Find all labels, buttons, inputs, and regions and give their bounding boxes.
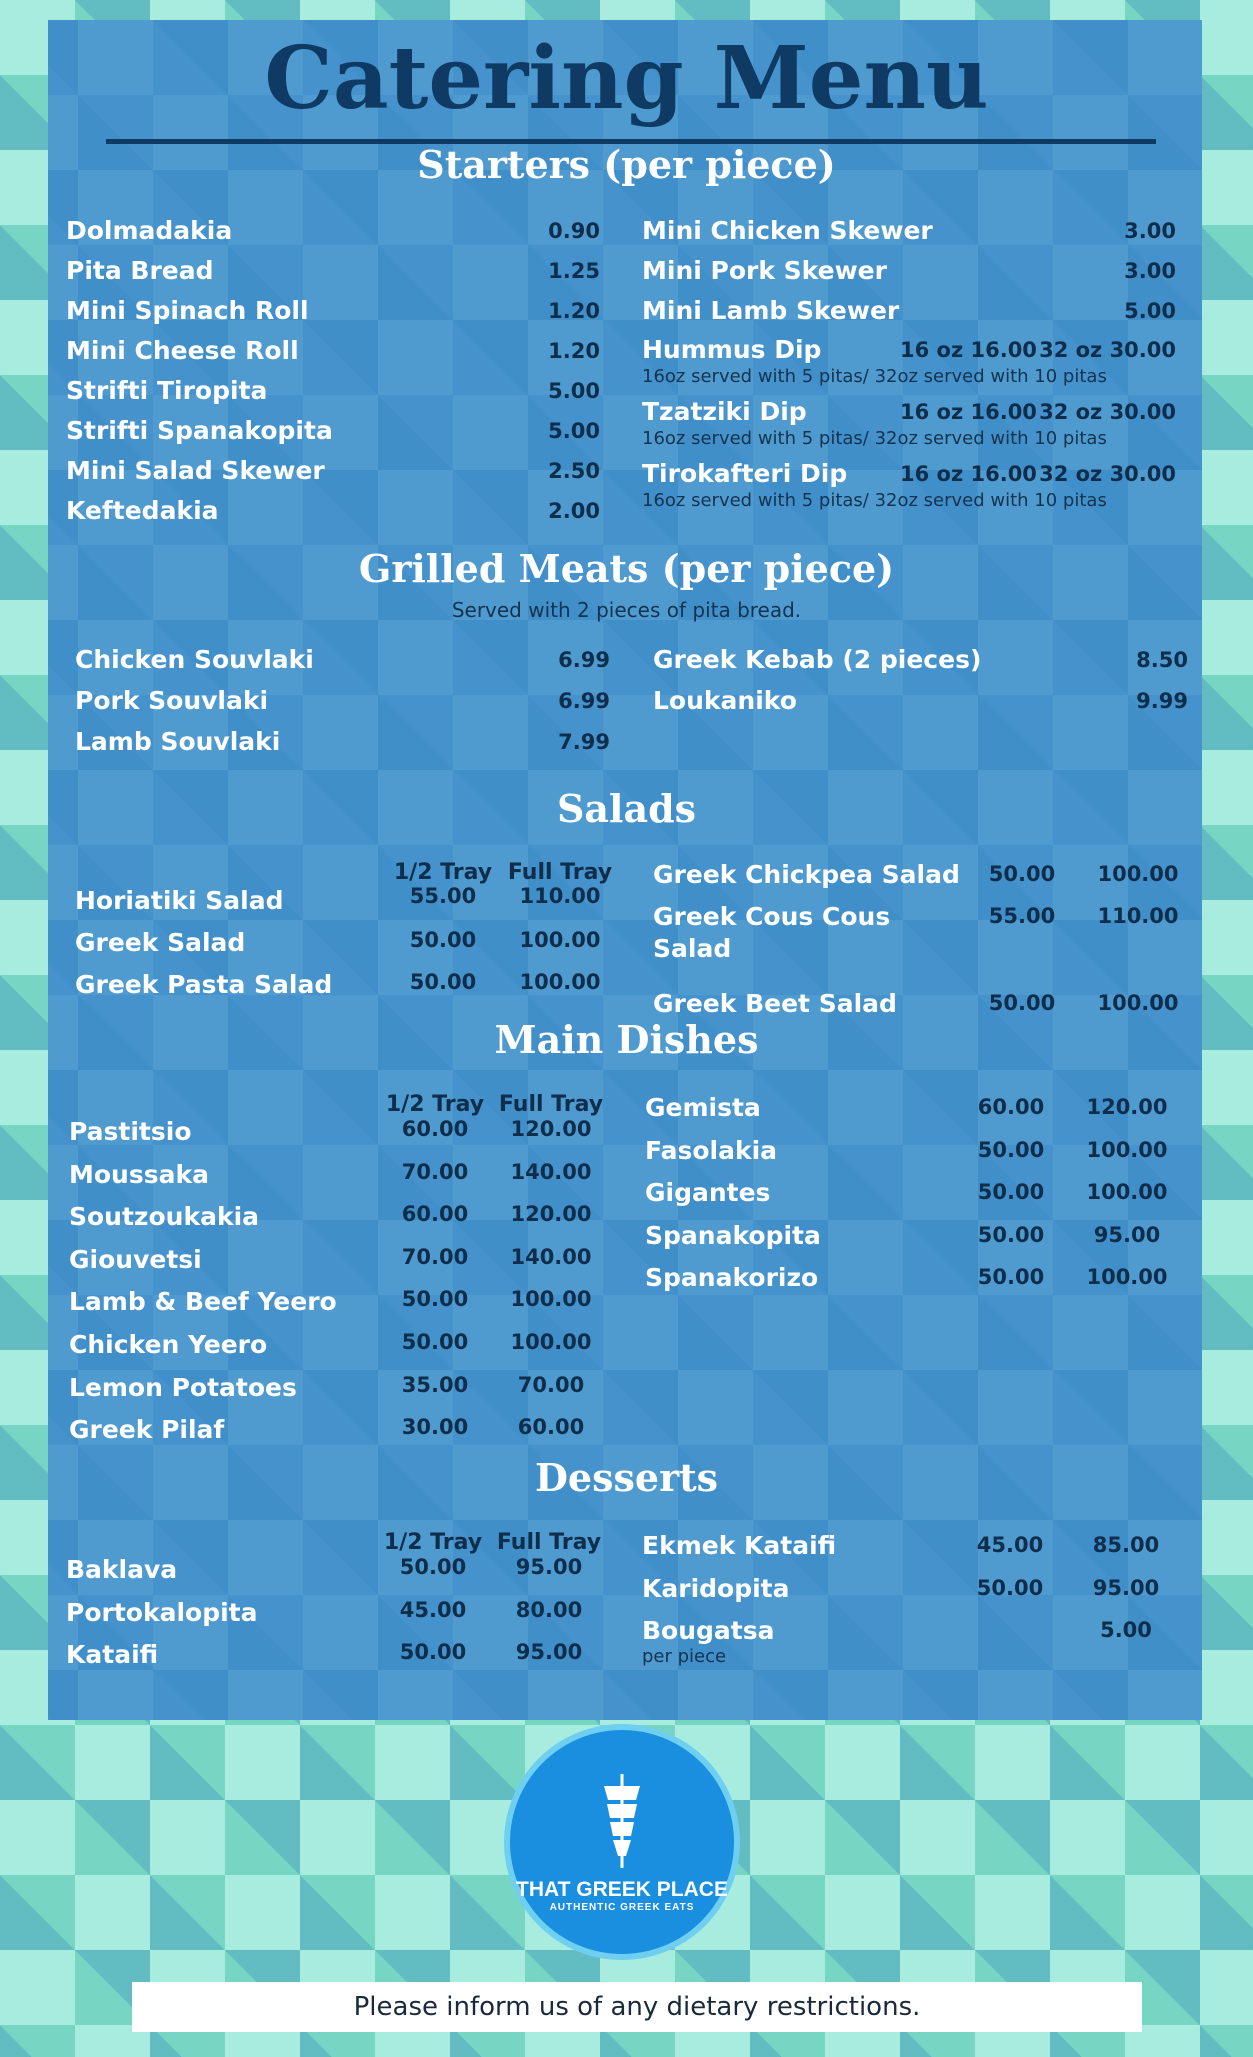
price-full-tray: 100.00 (510, 1330, 592, 1354)
price-full-tray: 95.00 (515, 1640, 583, 1665)
tray-header-full: Full Tray (496, 1530, 602, 1555)
menu-item-name: Greek Pilaf (69, 1415, 225, 1445)
price-half-tray: 50.00 (988, 862, 1056, 886)
logo-name: THAT GREEK PLACE (516, 1877, 728, 1901)
price-full-tray: 110.00 (1097, 904, 1179, 928)
section-desserts: Desserts (534, 1455, 719, 1500)
price-half-tray: 50.00 (399, 1555, 467, 1579)
menu-item-name: Lamb Souvlaki (75, 727, 281, 756)
tray-header-full: Full Tray (498, 1092, 604, 1117)
section-salads: Salads (556, 786, 697, 831)
price-full-tray: 95.00 (515, 1555, 583, 1579)
price-full-tray: 95.00 (1093, 1222, 1161, 1247)
price-full-tray: 60.00 (517, 1415, 585, 1440)
menu-item-price: 5.00 (548, 419, 600, 443)
menu-item-name: Mini Pork Skewer (642, 256, 887, 285)
menu-item-name: Lemon Potatoes (69, 1372, 297, 1402)
price-half-tray: 50.00 (401, 1287, 469, 1312)
price-half-tray: 50.00 (409, 928, 477, 952)
price-half-tray: 50.00 (977, 1137, 1045, 1162)
section-grilled-meats: Grilled Meats (per piece) (358, 546, 895, 591)
menu-item-price: 8.50 (1136, 648, 1188, 672)
price-half-tray: 35.00 (401, 1372, 469, 1397)
price-half-tray: 50.00 (977, 1222, 1045, 1247)
menu-item-price: 6.99 (558, 648, 610, 672)
price-full-tray: 120.00 (510, 1202, 592, 1227)
price-full-tray: 100.00 (1097, 991, 1179, 1015)
price-half-tray: 50.00 (988, 991, 1056, 1015)
price-half-tray: 45.00 (976, 1533, 1044, 1557)
price-full-tray: 100.00 (519, 970, 601, 994)
price-full-tray: 85.00 (1092, 1533, 1160, 1557)
section-starters: Starters (per piece) (417, 142, 836, 187)
tray-header-half: 1/2 Tray (383, 1530, 483, 1555)
price-full-tray: 100.00 (1086, 1137, 1168, 1162)
gyro-cone-icon (592, 1772, 652, 1872)
dip-price-16oz: 16 oz 16.00 (900, 338, 1037, 362)
dip-price-16oz: 16 oz 16.00 (900, 400, 1037, 424)
menu-item-name: Mini Salad Skewer (66, 456, 325, 485)
menu-item-name: Loukaniko (653, 686, 797, 715)
menu-item-price: 1.25 (548, 259, 600, 283)
menu-item-price: 6.99 (558, 689, 610, 713)
menu-item-name: Pita Bread (66, 256, 214, 285)
menu-item-price: 2.50 (548, 459, 600, 483)
price-full-tray: 100.00 (519, 928, 601, 952)
dip-price-16oz: 16 oz 16.00 (900, 462, 1037, 486)
menu-item-name: Greek Salad (75, 928, 246, 957)
price-full-tray: 120.00 (1086, 1095, 1168, 1119)
menu-item-name: Kataifi (66, 1640, 159, 1670)
menu-item-price: 7.99 (558, 730, 610, 754)
price-full-tray: 140.00 (510, 1244, 592, 1269)
menu-item-name: Baklava (66, 1555, 178, 1584)
dip-name: Tzatziki Dip (642, 397, 807, 426)
menu-item-name: Mini Lamb Skewer (642, 296, 900, 325)
dip-name: Tirokafteri Dip (642, 459, 848, 488)
menu-item-name: Gigantes (645, 1178, 771, 1208)
menu-item-name: Greek Kebab (2 pieces) (653, 645, 982, 674)
price-full-tray: 100.00 (510, 1287, 592, 1312)
price-full-tray: 5.00 (1100, 1618, 1152, 1643)
brand-logo (504, 1724, 740, 1960)
menu-item-name: Bougatsa (642, 1616, 775, 1646)
tray-header-half: 1/2 Tray (393, 860, 493, 885)
dip-note: 16oz served with 5 pitas/ 32oz served with 10 pitas (642, 490, 1107, 511)
menu-item-name: Horiatiki Salad (75, 886, 284, 915)
section-main-dishes: Main Dishes (494, 1017, 759, 1062)
dip-name: Hummus Dip (642, 335, 822, 364)
menu-item-name: Ekmek Kataifi (642, 1531, 837, 1560)
menu-item-name: Greek Cous Cous (653, 902, 891, 931)
menu-item-price: 5.00 (1124, 299, 1176, 323)
menu-item-name: Moussaka (69, 1159, 209, 1189)
menu-item-name: Pork Souvlaki (75, 686, 269, 715)
menu-item-name: Dolmadakia (66, 216, 233, 245)
menu-item-price: 1.20 (548, 339, 600, 363)
price-half-tray: 60.00 (401, 1117, 469, 1141)
menu-item-price: 2.00 (548, 499, 600, 523)
price-half-tray: 55.00 (409, 884, 477, 908)
menu-item-name: Gemista (645, 1093, 761, 1122)
logo-tagline: AUTHENTIC GREEK EATS (549, 1901, 695, 1913)
menu-item-name: Giouvetsi (69, 1244, 202, 1274)
price-half-tray: 55.00 (988, 904, 1056, 928)
menu-item-name: Strifti Spanakopita (66, 416, 333, 445)
dip-price-32oz: 32 oz 30.00 (1039, 400, 1176, 424)
price-half-tray: 50.00 (977, 1265, 1045, 1290)
dip-note: 16oz served with 5 pitas/ 32oz served with 10 pitas (642, 366, 1107, 387)
menu-item-name: Keftedakia (66, 496, 219, 525)
menu-item-name: Chicken Souvlaki (75, 645, 314, 674)
menu-item-name: Greek Beet Salad (653, 989, 897, 1018)
menu-item-price: 9.99 (1136, 689, 1188, 713)
dietary-notice: Please inform us of any dietary restrictions. (132, 1982, 1142, 2032)
menu-item-price: 0.90 (548, 219, 600, 243)
menu-item-name: Portokalopita (66, 1597, 258, 1627)
price-half-tray: 50.00 (409, 970, 477, 994)
item-note: per piece (642, 1646, 727, 1668)
price-half-tray: 45.00 (399, 1597, 467, 1622)
price-full-tray: 100.00 (1086, 1265, 1168, 1290)
price-full-tray: 70.00 (517, 1372, 585, 1397)
menu-item-name: Lamb & Beef Yeero (69, 1287, 337, 1317)
menu-item-price: 5.00 (548, 379, 600, 403)
price-full-tray: 80.00 (515, 1597, 583, 1622)
menu-item-name: Mini Chicken Skewer (642, 216, 933, 245)
menu-item-name: Chicken Yeero (69, 1330, 268, 1359)
dip-note: 16oz served with 5 pitas/ 32oz served with 10 pitas (642, 428, 1107, 449)
price-half-tray: 70.00 (401, 1244, 469, 1269)
menu-item-name: Mini Spinach Roll (66, 296, 309, 325)
price-half-tray: 70.00 (401, 1159, 469, 1184)
menu-item-name: Fasolakia (645, 1135, 778, 1165)
menu-item-price: 1.20 (548, 299, 600, 323)
menu-item-name-line2: Salad (653, 934, 732, 963)
tray-header-full: Full Tray (507, 860, 613, 885)
price-half-tray: 30.00 (401, 1415, 469, 1440)
menu-item-name: Greek Pasta Salad (75, 970, 333, 999)
menu-item-name: Soutzoukakia (69, 1202, 260, 1232)
grilled-note: Served with 2 pieces of pita bread. (451, 598, 802, 622)
price-full-tray: 140.00 (510, 1159, 592, 1184)
menu-item-name: Strifti Tiropita (66, 376, 268, 405)
menu-item-name: Mini Cheese Roll (66, 336, 299, 365)
price-half-tray: 50.00 (401, 1330, 469, 1354)
menu-item-price: 3.00 (1124, 259, 1176, 283)
page-title: Catering Menu (264, 28, 989, 129)
price-half-tray: 50.00 (976, 1575, 1044, 1600)
price-full-tray: 100.00 (1097, 862, 1179, 886)
menu-item-name: Spanakorizo (645, 1263, 819, 1293)
menu-item-price: 3.00 (1124, 219, 1176, 243)
price-full-tray: 120.00 (510, 1117, 592, 1141)
menu-item-name: Spanakopita (645, 1220, 821, 1250)
tray-header-half: 1/2 Tray (385, 1092, 485, 1117)
price-full-tray: 100.00 (1086, 1180, 1168, 1205)
dip-price-32oz: 32 oz 30.00 (1039, 338, 1176, 362)
price-half-tray: 50.00 (977, 1180, 1045, 1205)
price-half-tray: 60.00 (977, 1095, 1045, 1119)
price-half-tray: 50.00 (399, 1640, 467, 1665)
price-full-tray: 95.00 (1092, 1575, 1160, 1600)
price-full-tray: 110.00 (519, 884, 601, 908)
menu-item-name: Greek Chickpea Salad (653, 860, 960, 889)
price-half-tray: 60.00 (401, 1202, 469, 1227)
menu-item-name: Karidopita (642, 1573, 790, 1603)
dip-price-32oz: 32 oz 30.00 (1039, 462, 1176, 486)
menu-item-name: Pastitsio (69, 1117, 192, 1146)
